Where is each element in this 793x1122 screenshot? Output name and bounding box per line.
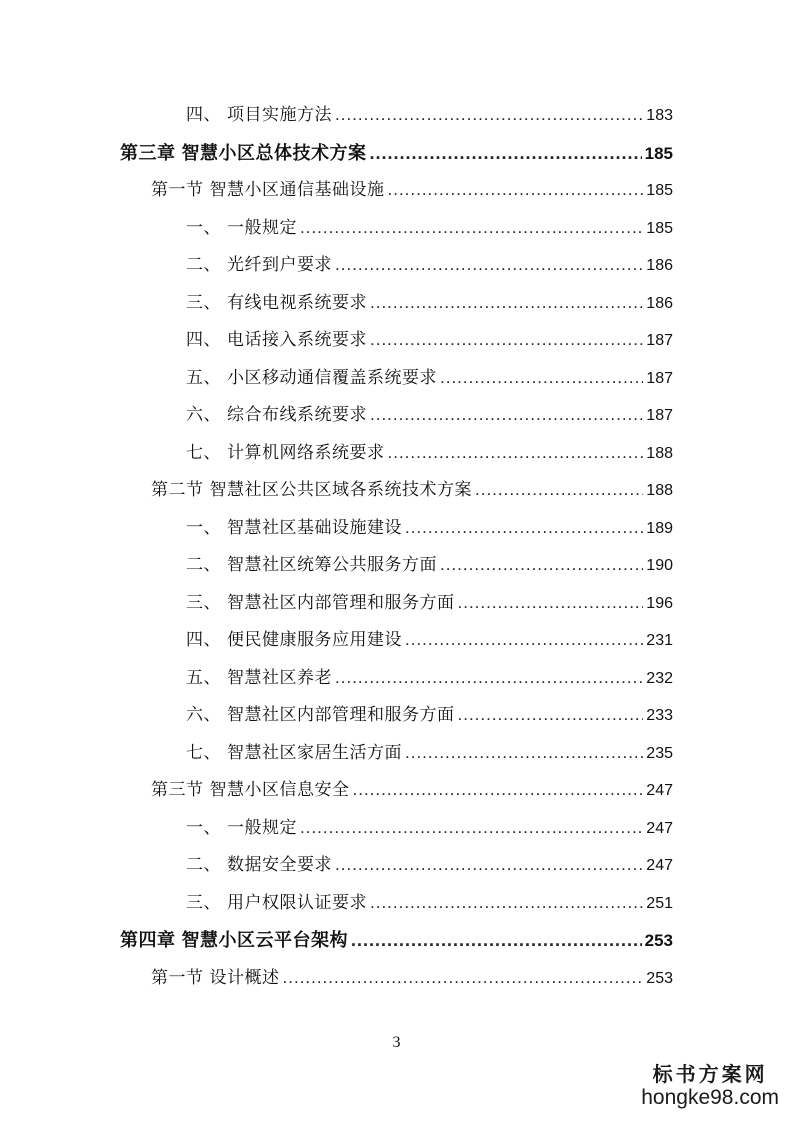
toc-entry-page: 186 xyxy=(646,257,673,274)
toc-entry-page: 187 xyxy=(646,332,673,349)
toc-entry-number: 三、 xyxy=(186,892,221,913)
toc-entry-number: 三、 xyxy=(186,292,221,313)
toc-chapter-entry[interactable] xyxy=(120,925,673,955)
toc-entry-number: 七、 xyxy=(186,742,221,763)
toc-entry-page: 189 xyxy=(646,519,673,537)
toc-entry-title xyxy=(151,775,350,805)
toc-entry-page: 185 xyxy=(646,219,673,237)
toc-entry-label: 智慧小区总体技术方案 xyxy=(181,142,367,164)
toc-entry-number: 四、 xyxy=(186,330,221,350)
dot-leader xyxy=(405,738,643,768)
dot-leader xyxy=(475,475,643,505)
toc-entry-number: 二、 xyxy=(186,855,221,875)
toc-entry-title xyxy=(186,850,332,880)
toc-entry-number: 四、 xyxy=(186,630,221,650)
toc-section-entry[interactable] xyxy=(151,963,673,993)
toc-entry-title xyxy=(186,550,437,580)
dot-leader xyxy=(370,400,643,430)
toc-entry-title xyxy=(186,625,402,655)
toc-item-entry[interactable] xyxy=(186,813,673,843)
toc-entry-title xyxy=(186,738,402,768)
toc-item-entry[interactable] xyxy=(186,213,673,243)
toc-item-entry[interactable] xyxy=(186,850,673,880)
toc-entry-title xyxy=(151,175,385,205)
toc-entry-number: 三、 xyxy=(186,592,221,613)
dot-leader xyxy=(335,100,643,130)
toc-entry-label: 综合布线系统要求 xyxy=(227,405,367,425)
dot-leader xyxy=(300,213,643,243)
toc-entry-label: 智慧小区云平台架构 xyxy=(181,930,348,951)
toc-entry-label: 智慧社区公共区域各系统技术方案 xyxy=(209,480,472,500)
toc-entry-number: 五、 xyxy=(186,367,221,388)
toc-item-entry[interactable] xyxy=(186,400,673,430)
toc-section-entry[interactable] xyxy=(151,475,673,505)
toc-entry-label: 计算机网络系统要求 xyxy=(227,442,385,463)
dot-leader xyxy=(370,288,643,318)
toc-item-entry[interactable] xyxy=(186,588,673,618)
toc-entry-label: 有线电视系统要求 xyxy=(227,292,367,313)
toc-item-entry[interactable] xyxy=(186,700,673,730)
toc-entry-title xyxy=(120,926,348,956)
toc-entry-number: 第三章 xyxy=(120,142,176,164)
toc-entry-label: 智慧小区信息安全 xyxy=(209,780,350,800)
dot-leader xyxy=(388,175,644,205)
toc-item-entry[interactable] xyxy=(186,738,673,768)
toc-entry-page: 233 xyxy=(646,707,673,724)
toc-entry-page: 253 xyxy=(644,931,673,950)
toc-item-entry[interactable] xyxy=(186,438,673,468)
watermark-text: 标书方案网 xyxy=(652,1062,768,1086)
toc-entry-title xyxy=(186,663,332,693)
toc-entry-title xyxy=(186,700,455,730)
toc-item-entry[interactable] xyxy=(186,513,673,543)
toc-entry-label: 数据安全要求 xyxy=(227,855,332,875)
toc-entry-label: 用户权限认证要求 xyxy=(227,892,367,913)
dot-leader xyxy=(335,850,643,880)
dot-leader xyxy=(351,925,642,955)
toc-entry-page: 187 xyxy=(646,407,673,424)
dot-leader xyxy=(405,513,643,543)
toc-entry-title xyxy=(186,213,297,243)
toc-entry-page: 247 xyxy=(646,819,673,837)
toc-entry-label: 智慧社区统筹公共服务方面 xyxy=(227,555,437,575)
toc-entry-label: 便民健康服务应用建设 xyxy=(227,630,402,650)
dot-leader xyxy=(300,813,643,843)
toc-section-entry[interactable] xyxy=(151,175,673,205)
toc-entry-title xyxy=(186,400,367,430)
toc-entry-label: 一般规定 xyxy=(227,217,297,238)
toc-item-entry[interactable] xyxy=(186,625,673,655)
toc-entry-page: 247 xyxy=(646,782,673,799)
toc-entry-title xyxy=(186,100,332,130)
toc-entry-title xyxy=(120,139,367,169)
toc-entry-label: 项目实施方法 xyxy=(227,105,332,125)
toc-entry-page: 186 xyxy=(646,294,673,312)
toc-entry-label: 智慧小区通信基础设施 xyxy=(209,180,385,200)
toc-item-entry[interactable] xyxy=(186,550,673,580)
dot-leader xyxy=(353,775,644,805)
toc-entry-number: 一、 xyxy=(186,217,221,238)
toc-entry-page: 190 xyxy=(646,557,673,574)
toc-entry-label: 小区移动通信覆盖系统要求 xyxy=(227,367,437,388)
toc-entry-label: 智慧社区基础设施建设 xyxy=(227,517,402,538)
toc-entry-title xyxy=(186,288,367,318)
toc-entry-title xyxy=(151,475,472,505)
toc-entry-title xyxy=(186,250,332,280)
dot-leader xyxy=(440,363,643,393)
toc-entry-number: 第一节 xyxy=(151,180,204,200)
toc-entry-title xyxy=(186,513,402,543)
toc-entry-page: 188 xyxy=(646,482,673,499)
watermark-logo xyxy=(641,1062,779,1110)
toc-item-entry[interactable] xyxy=(186,888,673,918)
toc-item-entry[interactable] xyxy=(186,288,673,318)
toc-entry-number: 六、 xyxy=(186,405,221,425)
dot-leader xyxy=(458,588,644,618)
toc-entry-title xyxy=(186,325,367,355)
page-number: 3 xyxy=(392,1034,401,1051)
toc-entry-page: 196 xyxy=(646,594,673,612)
toc-entry-page: 247 xyxy=(646,857,673,874)
toc-entry-page: 188 xyxy=(646,444,673,462)
dot-leader xyxy=(458,700,644,730)
toc-entry-number: 四、 xyxy=(186,105,221,125)
dot-leader xyxy=(440,550,643,580)
toc-entry-number: 第二节 xyxy=(151,480,204,500)
toc-entry-number: 一、 xyxy=(186,817,221,838)
toc-entry-number: 六、 xyxy=(186,705,221,725)
dot-leader xyxy=(335,663,643,693)
toc-item-entry[interactable] xyxy=(186,663,673,693)
toc-entry-title xyxy=(151,963,280,993)
toc-item-entry[interactable] xyxy=(186,250,673,280)
toc-entry-title xyxy=(186,588,455,618)
dot-leader xyxy=(335,250,643,280)
toc-entry-page: 183 xyxy=(646,107,673,124)
toc-entry-label: 智慧社区内部管理和服务方面 xyxy=(227,592,455,613)
toc-entry-number: 五、 xyxy=(186,667,221,688)
toc-item-entry[interactable] xyxy=(186,100,673,130)
dot-leader xyxy=(370,888,643,918)
toc-entry-number: 七、 xyxy=(186,442,221,463)
dot-leader xyxy=(388,438,644,468)
toc-entry-title xyxy=(186,813,297,843)
toc-entry-page: 185 xyxy=(644,143,673,163)
toc-entry-label: 一般规定 xyxy=(227,817,297,838)
toc-entry-title xyxy=(186,888,367,918)
toc-entry-label: 设计概述 xyxy=(209,967,280,988)
toc-entry-number: 二、 xyxy=(186,555,221,575)
dot-leader xyxy=(283,963,644,993)
toc-entry-number: 二、 xyxy=(186,255,221,275)
toc-entry-title xyxy=(186,363,437,393)
toc-entry-label: 光纤到户要求 xyxy=(227,255,332,275)
toc-entry-page: 232 xyxy=(646,669,673,687)
toc-item-entry[interactable] xyxy=(186,363,673,393)
dot-leader xyxy=(370,325,643,355)
toc-entry-page: 251 xyxy=(646,894,673,912)
watermark-url: hongke98.com xyxy=(641,1086,779,1109)
toc-entry-page: 231 xyxy=(646,632,673,649)
toc-entry-page: 185 xyxy=(646,182,673,199)
toc-section-entry[interactable] xyxy=(151,775,673,805)
toc-entry-label: 智慧社区养老 xyxy=(227,667,332,688)
dot-leader xyxy=(370,138,642,168)
toc-chapter-entry[interactable] xyxy=(120,138,673,168)
toc-entry-number: 第一节 xyxy=(151,967,204,988)
dot-leader xyxy=(405,625,643,655)
toc-entry-number: 一、 xyxy=(186,517,221,538)
toc-entry-label: 智慧社区内部管理和服务方面 xyxy=(227,705,455,725)
toc-entry-label: 智慧社区家居生活方面 xyxy=(227,742,402,763)
toc-entry-page: 235 xyxy=(646,744,673,762)
toc-entry-label: 电话接入系统要求 xyxy=(227,330,367,350)
toc-entry-number: 第三节 xyxy=(151,780,204,800)
toc-entry-number: 第四章 xyxy=(120,930,176,951)
toc-entry-title xyxy=(186,438,385,468)
toc-entry-page: 187 xyxy=(646,369,673,387)
toc-entry-page: 253 xyxy=(646,969,673,987)
toc-item-entry[interactable] xyxy=(186,325,673,355)
